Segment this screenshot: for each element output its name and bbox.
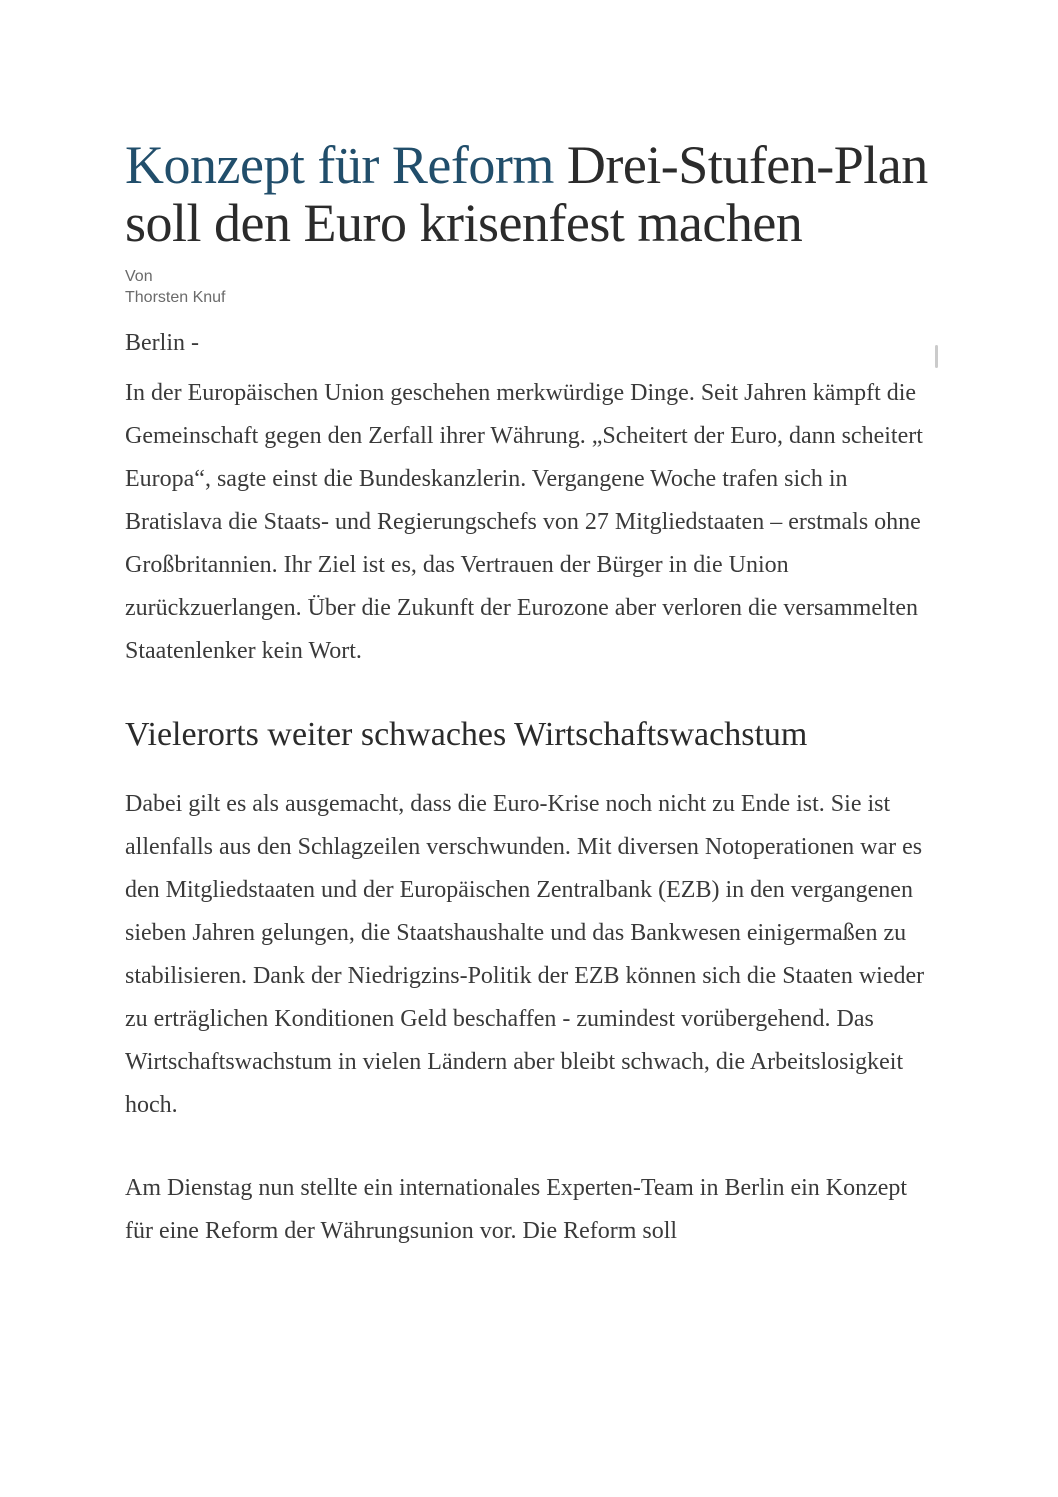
article-headline (125, 136, 937, 252)
dateline: Berlin - (125, 330, 199, 356)
article-paragraph: Am Dienstag nun stellte ein internationales Experten-Team in Berlin ein Konzept für eine Reform der Währungsunion vor. Die Reform soll (125, 1175, 908, 1244)
article (125, 136, 937, 1293)
byline-label: Von (125, 268, 153, 285)
article-paragraph: Dabei gilt es als ausgemacht, dass die Euro-Krise noch nicht zu Ende ist. Sie ist allenfalls aus den Schlagzeilen verschwunden. Mit diversen Notoperationen war es den Mitgliedstaaten und der Europäischen Zentralbank (EZB) in den vergangenen sieben Jahren gelungen, die Staatshaushalte und das Bankwesen einigermaßen zu stabilisieren. Dank der Niedrigzins-Politik der EZB können sich die Staaten wieder zu erträglichen Konditionen Geld beschaffen - zumindest vorübergehend. Das Wirtschaftswachstum in vielen Ländern aber bleibt schwach, die Arbeitslosigkeit hoch. (125, 791, 925, 1118)
headline-kicker: Konzept für Reform (125, 135, 554, 195)
byline (125, 266, 937, 308)
article-paragraph: In der Europäischen Union geschehen merkwürdige Dinge. Seit Jahren kämpft die Gemeinschaft gegen den Zerfall ihrer Währung. „Scheitert der Euro, dann scheitert Europa“, sagte einst die Bundeskanzlerin. Vergangene Woche trafen sich in Bratislava die Staats- und Regierungschefs von 27 Mitgliedstaaten – erstmals ohne Großbritannien. Ihr Ziel ist es, das Vertrauen der Bürger in die Union zurückzuerlangen. Über die Zukunft der Eurozone aber verloren die versammelten Staatenlenker kein Wort. (125, 380, 923, 664)
vertical-divider (935, 345, 938, 368)
byline-author: Thorsten Knuf (125, 289, 226, 306)
article-subheading: Vielerorts weiter schwaches Wirtschaftswachstum (125, 716, 808, 753)
headline-title: Drei-Stufen-Plan soll den Euro krisenfest machen (125, 135, 928, 253)
